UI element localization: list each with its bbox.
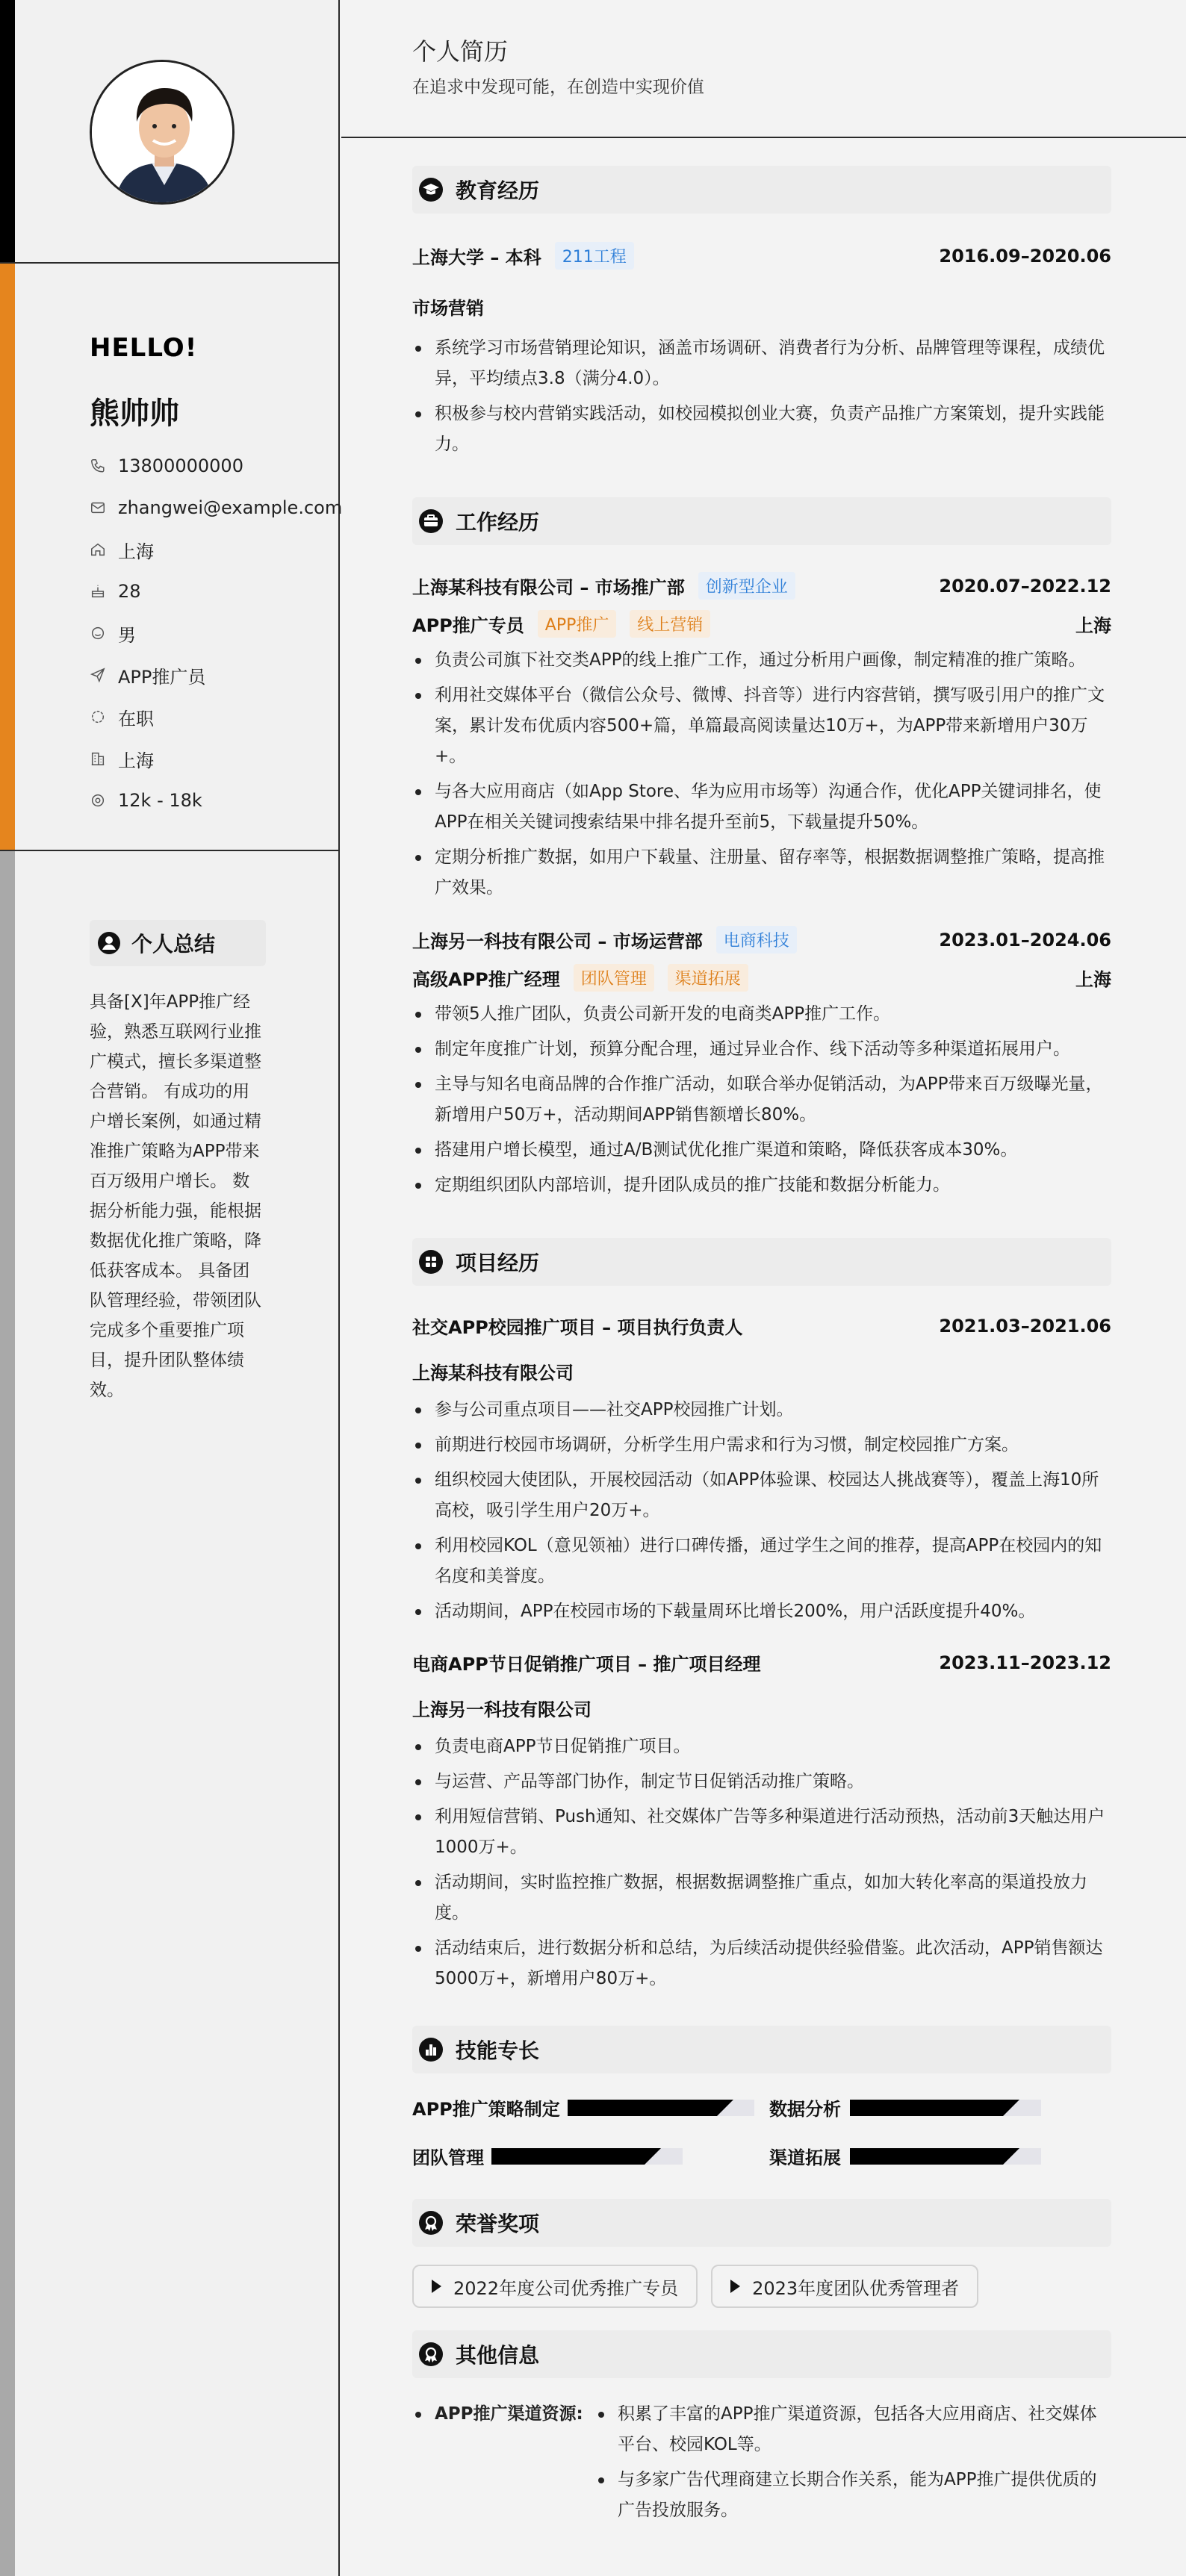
project-date: 2023.11–2023.12	[939, 1652, 1111, 1673]
list-item: 搭建用户增长模型，通过A/B测试优化推广渠道和策略，降低获客成本30%。	[412, 1135, 1111, 1166]
project-name: 社交APP校园推广项目 – 项目执行负责人	[412, 1317, 743, 1338]
section-title: 技能专长	[456, 2038, 540, 2063]
bar-chart-icon	[418, 2037, 444, 2062]
list-item: 系统学习市场营销理论知识，涵盖市场调研、消费者行为分析、品牌管理等课程，成绩优异，平均绩点3.8（满分4.0）。	[412, 333, 1111, 394]
education-entry-row	[412, 242, 1111, 270]
section-title: 其他信息	[456, 2343, 540, 2368]
skill-name: 团队管理	[412, 2147, 484, 2168]
status-icon	[90, 709, 106, 725]
company-tag: 电商科技	[716, 926, 797, 953]
user-circle-icon	[97, 931, 121, 955]
contact-email	[90, 487, 342, 529]
list-item: 制定年度推广计划，预算分配合理，通过异业合作、线下活动等多种渠道拓展用户。	[412, 1034, 1111, 1065]
list-item: 活动结束后，进行数据分析和总结，为后续活动提供经验借鉴。此次活动，APP销售额达5000万+，新增用户80万+。	[412, 1933, 1111, 1994]
contact-status	[90, 696, 342, 738]
project-company: 上海另一科技有限公司	[412, 1699, 592, 1720]
list-item: 负责电商APP节日促销推广项目。	[412, 1732, 1111, 1762]
contact-gender	[90, 612, 342, 654]
play-triangle-icon	[730, 2280, 740, 2293]
projects-section-header	[412, 1238, 1111, 1286]
project-date: 2021.03–2021.06	[939, 1315, 1111, 1337]
contact-value: 男	[118, 624, 136, 646]
education-date: 2016.09–2020.06	[939, 245, 1111, 267]
job-position-row	[412, 610, 1111, 638]
project-name: 电商APP节日促销推广项目 – 推广项目经理	[412, 1654, 761, 1675]
contact-city	[90, 738, 342, 780]
list-item: 积极参与校内营销实践活动，如校园模拟创业大赛，负责产品推广方案策划，提升实践能力。	[412, 399, 1111, 460]
education-bullets	[412, 333, 1111, 460]
job-header-row	[412, 926, 1111, 953]
skill-bar	[850, 2148, 1041, 2165]
job-date: 2023.01–2024.06	[939, 929, 1111, 951]
project-header-row	[412, 1649, 1111, 1676]
skill-bar	[568, 2100, 754, 2116]
list-item: 组织校园大使团队，开展校园活动（如APP体验课、校园达人挑战赛等），覆盖上海10所高校，吸引学生用户20万+。	[412, 1465, 1111, 1526]
sidebar-divider	[0, 850, 340, 851]
list-item: 定期组织团队内部培训，提升团队成员的推广技能和数据分析能力。	[412, 1170, 1111, 1201]
graduation-cap-icon	[418, 177, 444, 202]
job-header-row	[412, 572, 1111, 600]
skill-item	[412, 2143, 769, 2169]
home-icon	[90, 541, 106, 558]
other-section-header	[412, 2330, 1111, 2378]
school-tag: 211工程	[555, 242, 634, 270]
awards-list	[412, 2265, 1111, 2308]
sidebar-strip-gray	[0, 851, 15, 2576]
summary-text: 具备[X]年APP推广经验，熟悉互联网行业推广模式，擅长多渠道整合营销。 有成功的用户增长案例，如通过精准推广策略为APP带来百万级用户增长。 数据分析能力强，能根据数据优化推广策略，降低获客成本。 具备团队管理经验，带领团队完成多个重要推广项目，提升团队整体绩效。	[90, 992, 261, 1400]
salary-icon	[90, 792, 106, 809]
other-label: APP推广渠道资源:	[412, 2399, 595, 2530]
page-title: 个人简历	[412, 37, 509, 66]
briefcase-icon	[418, 508, 444, 534]
job-bullets	[412, 645, 1111, 903]
contact-value: zhangwei@example.com	[118, 497, 343, 518]
section-title: 项目经历	[456, 1251, 540, 1275]
section-title: 工作经历	[456, 510, 540, 535]
award-icon	[418, 2342, 444, 2367]
list-item: 利用短信营销、Push通知、社交媒体广告等多种渠道进行活动预热，活动前3天触达用户1000万+。	[412, 1802, 1111, 1863]
section-title: 教育经历	[456, 178, 540, 203]
skills-section-header	[412, 2026, 1111, 2073]
skill-name: APP推广策略制定	[412, 2099, 560, 2120]
skill-tag: 渠道拓展	[668, 964, 748, 992]
skills-grid	[412, 2094, 1111, 2169]
job-position: 高级APP推广经理	[412, 969, 560, 990]
job-position-row	[412, 964, 1111, 992]
company-tag: 创新型企业	[698, 572, 795, 600]
gender-icon	[90, 625, 106, 641]
cake-icon	[90, 583, 106, 600]
mail-icon	[90, 500, 106, 516]
contact-home	[90, 529, 342, 570]
list-item: 利用校园KOL（意见领袖）进行口碑传播，通过学生之间的推荐，提高APP在校园内的知名度和美誉度。	[412, 1531, 1111, 1592]
contact-list	[90, 445, 342, 821]
honors-section-header	[412, 2199, 1111, 2247]
project-header-row	[412, 1313, 1111, 1339]
award-badge	[412, 2265, 698, 2308]
sidebar	[0, 0, 343, 2576]
major: 市场营销	[412, 298, 484, 319]
school-name: 上海大学 – 本科	[412, 247, 541, 268]
list-item: 前期进行校园市场调研，分析学生用户需求和行为习惯，制定校园推广方案。	[412, 1430, 1111, 1460]
sidebar-divider	[0, 262, 340, 264]
contact-value: 在职	[118, 708, 154, 729]
list-item: 利用社交媒体平台（微信公众号、微博、抖音等）进行内容营销，撰写吸引用户的推广文案，累计发布优质内容500+篇，单篇最高阅读量达10万+，为APP带来新增用户30万+。	[412, 680, 1111, 772]
phone-icon	[90, 458, 106, 474]
header-divider	[341, 137, 1186, 138]
job-bullets	[412, 999, 1111, 1201]
contact-age	[90, 570, 342, 612]
skill-name: 渠道拓展	[769, 2147, 841, 2168]
contact-value: APP推广员	[118, 666, 206, 688]
list-item: 参与公司重点项目——社交APP校园推广计划。	[412, 1395, 1111, 1425]
profile-name: 熊帅帅	[90, 396, 179, 431]
play-triangle-icon	[432, 2280, 441, 2293]
list-item: 负责公司旗下社交类APP的线上推广工作，通过分析用户画像，制定精准的推广策略。	[412, 645, 1111, 676]
contact-value: 上海	[118, 750, 154, 771]
contact-salary	[90, 780, 342, 821]
job-position: APP推广专员	[412, 615, 524, 636]
skill-tag: 线上营销	[630, 610, 710, 638]
contact-value: 上海	[118, 541, 154, 562]
company-name: 上海某科技有限公司 – 市场推广部	[412, 577, 685, 598]
other-bullets	[595, 2399, 1111, 2530]
project-bullets	[412, 1732, 1111, 1994]
list-item: 带领5人推广团队，负责公司新开发的电商类APP推广工作。	[412, 999, 1111, 1030]
sidebar-strip-orange	[0, 264, 15, 851]
summary-title: 个人总结	[131, 932, 216, 956]
skill-item	[412, 2094, 769, 2121]
skill-item	[769, 2094, 1111, 2121]
skill-bar	[850, 2100, 1041, 2116]
skill-name: 数据分析	[769, 2099, 841, 2120]
education-section-header	[412, 166, 1111, 214]
job-location: 上海	[1075, 615, 1111, 636]
skill-bar	[491, 2148, 683, 2165]
list-item: 活动期间，APP在校园市场的下载量周环比增长200%，用户活跃度提升40%。	[412, 1596, 1111, 1627]
summary-header	[90, 920, 266, 966]
award-label: 2023年度团队优秀管理者	[752, 2277, 960, 2299]
sidebar-strip-black	[0, 0, 15, 264]
award-icon	[418, 2210, 444, 2236]
list-item: 活动期间，实时监控推广数据，根据数据调整推广重点，如加大转化率高的渠道投放力度。	[412, 1867, 1111, 1929]
contact-value: 12k - 18k	[118, 790, 202, 811]
grid-icon	[418, 1249, 444, 1275]
list-item: 定期分析推广数据，如用户下载量、注册量、留存率等，根据数据调整推广策略，提高推广效果。	[412, 842, 1111, 903]
send-icon	[90, 667, 106, 683]
page-subtitle: 在追求中发现可能，在创造中实现价值	[412, 78, 704, 97]
job-location: 上海	[1075, 969, 1111, 990]
job-date: 2020.07–2022.12	[939, 575, 1111, 597]
list-item: 积累了丰富的APP推广渠道资源，包括各大应用商店、社交媒体平台、校园KOL等。	[595, 2399, 1111, 2460]
company-name: 上海另一科技有限公司 – 市场运营部	[412, 931, 703, 952]
skill-tag: 团队管理	[574, 964, 654, 992]
award-label: 2022年度公司优秀推广专员	[453, 2277, 679, 2299]
section-title: 荣誉奖项	[456, 2212, 540, 2236]
avatar-portrait-icon	[92, 62, 235, 205]
contact-phone	[90, 445, 342, 487]
main-content	[341, 0, 1186, 2576]
contact-value: 28	[118, 581, 141, 602]
skill-tag: APP推广	[538, 610, 617, 638]
other-info-row	[412, 2399, 1111, 2530]
list-item: 与多家广告代理商建立长期合作关系，能为APP推广提供优质的广告投放服务。	[595, 2465, 1111, 2526]
contact-role	[90, 654, 342, 696]
hello-heading: HELLO!	[90, 333, 198, 363]
contact-value: 13800000000	[118, 455, 243, 476]
list-item: 与各大应用商店（如App Store、华为应用市场等）沟通合作，优化APP关键词排名，使APP在相关关键词搜索结果中排名提升至前5，下载量提升50%。	[412, 777, 1111, 838]
project-company: 上海某科技有限公司	[412, 1363, 574, 1384]
project-bullets	[412, 1395, 1111, 1627]
work-section-header	[412, 497, 1111, 545]
award-badge	[711, 2265, 978, 2308]
building-icon	[90, 750, 106, 767]
list-item: 与运营、产品等部门协作，制定节日促销活动推广策略。	[412, 1767, 1111, 1797]
avatar	[90, 60, 235, 205]
list-item: 主导与知名电商品牌的合作推广活动，如联合举办促销活动，为APP带来百万级曝光量，新增用户50万+，活动期间APP销售额增长80%。	[412, 1069, 1111, 1130]
skill-item	[769, 2143, 1111, 2169]
